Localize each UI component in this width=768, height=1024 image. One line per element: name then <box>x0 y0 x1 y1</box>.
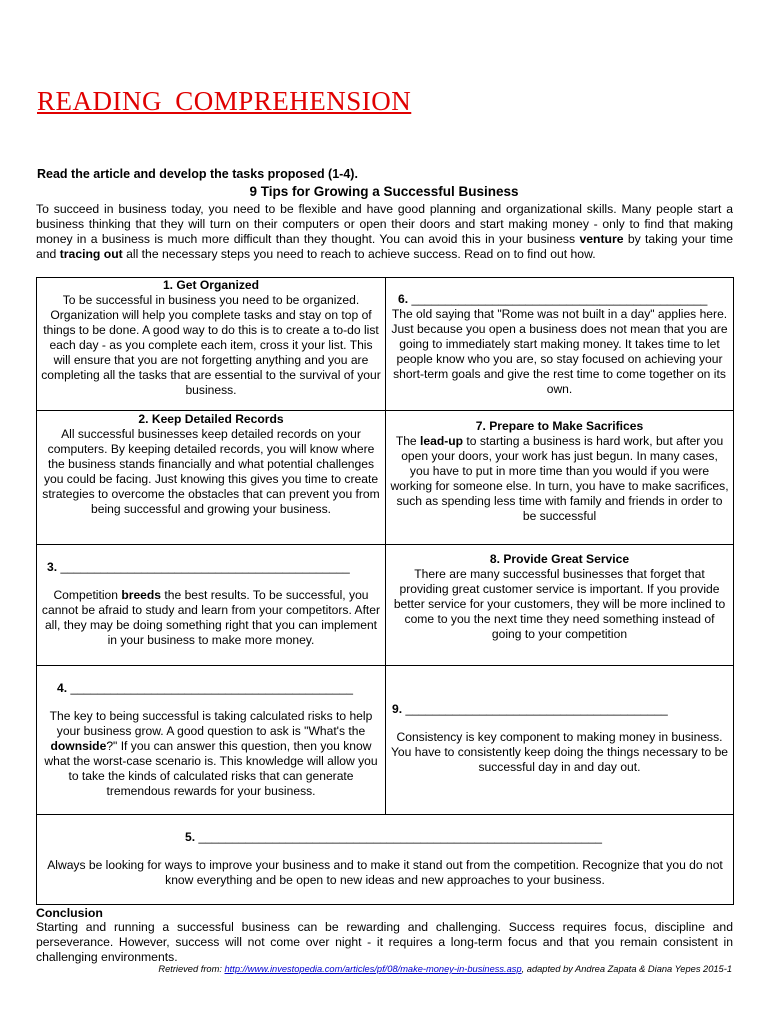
tip-1-cell <box>37 278 386 411</box>
tip-7-cell <box>386 411 734 545</box>
tip-5-body: Always be looking for ways to improve your business and to make it stand out from the competition. Recognize that you do not know everything and be open to new ideas and new approaches to your business. <box>47 858 723 887</box>
tip-4-body: The key to being successful is taking calculated risks to help your business grow. A good question to ask is "What's the downside?" If you can answer this question, then you know what the worst-case scenario is. This knowledge will allow you to take the kinds of calculated risks that can generate tremendous rewards for your business. <box>44 709 378 798</box>
conclusion-body: Starting and running a successful business can be rewarding and challenging. Success requires focus, discipline and perseverance. However, success will not come over night - it requires a long-term focus and that you remain consistent in challenging environments. <box>36 920 733 964</box>
tip-2-cell <box>37 411 386 545</box>
tip-2-body: All successful businesses keep detailed records on your computers. By keeping detailed records, you will know where the business stands financially and what potential challenges you could be facing. Just knowing this gives you time to create strategies to overcome the obstacles that can prevent you from being successful and growing your business. <box>42 427 380 516</box>
tip-8-body: There are many successful businesses that forget that providing great customer service is important. If you provide better service for your customers, they will be more inclined to come to you the next time they need something instead of going to your competition <box>393 567 726 641</box>
conclusion-heading: Conclusion <box>36 906 103 920</box>
tip-2-heading: 2. Keep Detailed Records <box>138 412 284 426</box>
tip-4-answer-line[interactable]: 4. __________________________________________ <box>57 681 353 695</box>
tip-5-answer-line[interactable]: 5. ____________________________________________________________ <box>185 830 603 844</box>
tip-6-body: The old saying that "Rome was not built in a day" applies here. Just because you open a business does not mean that you are going to immediately start making money. It takes time to let people know who you are, so stay focused on achieving your short-term goals and give the rest time to come together on its own. <box>391 307 728 396</box>
tip-7-heading: 7. Prepare to Make Sacrifices <box>475 419 644 433</box>
tip-9-body: Consistency is key component to making money in business. You have to consistently keep doing the things necessary to be successful day in and day out. <box>390 730 729 774</box>
tip-6-answer-line[interactable]: 6. ____________________________________________ <box>398 292 708 306</box>
source-citation: Retrieved from: http://www.investopedia.com/articles/pf/08/make-money-in-business.asp, adapted by Andrea Zapata & Diana Yepes 2015-1 <box>158 964 732 974</box>
tip-5-cell <box>37 815 734 905</box>
tip-9-cell <box>386 666 734 815</box>
tip-6-cell <box>386 278 734 411</box>
tip-1-heading: 1. Get Organized <box>162 278 260 292</box>
source-link[interactable]: http://www.investopedia.com/articles/pf/08/make-money-in-business.asp <box>224 964 522 974</box>
tip-3-body: Competition breeds the best results. To be successful, you cannot be afraid to study and learn from your competitors. After all, they may be doing something right that you can implement in your business to make more money. <box>41 588 381 647</box>
tip-8-heading: 8. Provide Great Service <box>489 552 630 566</box>
tip-9-answer-line[interactable]: 9. _______________________________________ <box>392 702 668 716</box>
tip-3-answer-line[interactable]: 3. ___________________________________________ <box>47 560 350 574</box>
tip-7-body: The lead-up to starting a business is hard work, but after you open your doors, your work has just begun. In many cases, you have to put in more time than you would if you were working for someone else. In turn, you have to make sacrifices, such as spending less time with family and friends in order to be successful <box>390 434 729 523</box>
instructions: Read the article and develop the tasks proposed (1-4). <box>37 167 358 181</box>
tip-4-cell <box>37 666 386 815</box>
tips-table <box>36 277 734 905</box>
page-title: READING COMPREHENSION <box>37 86 412 116</box>
tip-1-body: To be successful in business you need to be organized. Organization will help you complete tasks and stay on top of things to be done. A good way to do this is to create a to-do list each day - as you complete each item, cross it your list. This will ensure that you are not forgetting anything and you are completing all the tasks that are essential to the survival of your business. <box>41 293 381 397</box>
tip-3-cell <box>37 545 386 666</box>
tip-8-cell <box>386 545 734 666</box>
intro-paragraph: To succeed in business today, you need to be flexible and have good planning and organizational skills. Many people start a business thinking that they will turn on their computers or open their doors and start making money - only to find that making money in a business is much more difficult than they thought. You can avoid this in your business venture by taking your time and tracing out all the necessary steps you need to reach to achieve success. Read on to find out how. <box>36 202 733 261</box>
article-title: 9 Tips for Growing a Successful Business <box>249 184 519 199</box>
